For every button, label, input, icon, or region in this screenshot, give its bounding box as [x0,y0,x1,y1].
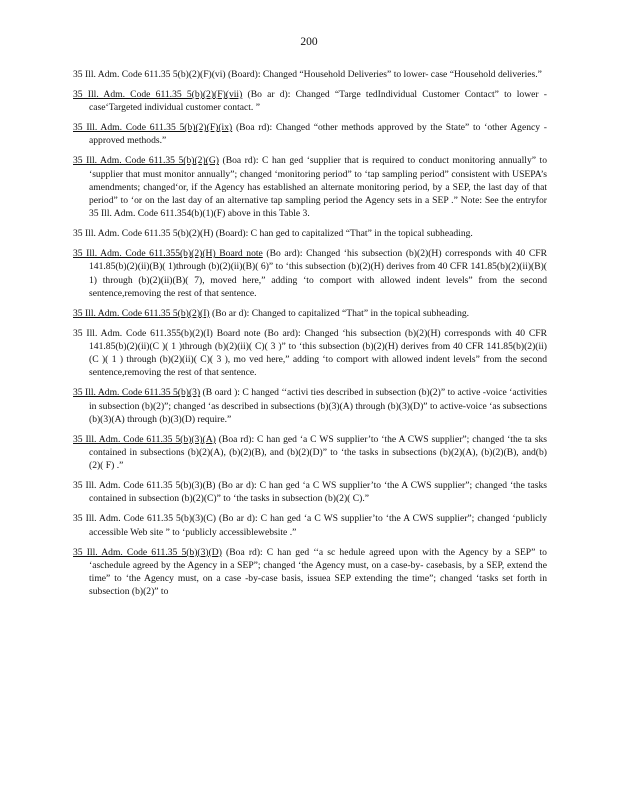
entry-citation: 35 Ill. Adm. Code 611.35 5(b)(3)(C) [73,513,216,525]
entry-citation: 35 Ill. Adm. Code 611.35 5(b)(2)(G) [73,155,219,167]
entry-body: (Boa rd): C han ged ‘‘a sc hedule agreed upon with the Agency by a SEP” to ‘aschedule agreed by the Agency in a SEP”; changed ‘the Agency must, on a case-by- casebasis, by a SEP, extend the time” to ‘the Agency must, on a case -by-case basis, issuea SEP extending the time”; changed ‘tasks set forth in subsection (b)(2)” to [89,546,547,598]
amendment-entry [73,68,547,81]
entry-body: (B oard ): C hanged ‘‘activi ties described in subsection (b)(2)” to active -voice ‘activities in subsection (b)(2)”; changed ‘as described in subsections (b)(3)(A) through (b)(3)(D)” to active-voice ‘as subsections (b)(3)(A) through (b)(3)(D) require.” [89,387,548,425]
entry-body: (Bo ard): Changed ‘his subsection (b)(2)(H) corresponds with 40 CFR 141.85(b)(2)(ii)(C )( 1 )through (b)(2)(ii)( C)( 3 )” to ‘this subsection (b)(2)(H) derives from 40 CFR 141.85(b)(2)(ii)(C )( 1 ) through (b)(2)(ii)( C)( 3 ), mo ved here,” adding ‘to comport with allowed indent levels” from the second sentence,removing the rest of that sentence. [89,327,547,379]
amendment-entry [73,433,547,473]
entry-citation: 35 Ill. Adm. Code 611.35 5(b)(2)(F)(vii) [73,89,243,100]
amendment-entry [73,154,547,220]
entry-citation: 35 Ill. Adm. Code 611.35 5(b)(3)(B) [73,480,216,492]
entry-citation: 35 Ill. Adm. Code 611.35 5(b)(2)(I) [73,307,210,319]
entry-body: (Bo ar d): C han ged ‘a C WS supplier’to ‘the A CWS supplier”; changed ‘the tasks contained in subsection (b)(2)(C)” to ‘the tasks in subsection (b)(2)( C).” [89,480,547,505]
entry-body: (Bo ar d): Changed “Targe tedIndividual Customer Contact” to lower -case‘Targeted individual customer contact. ” [89,89,547,114]
amendment-entry [73,386,547,426]
entry-body: (Bo ar d): C han ged ‘a C WS supplier’to ‘the A CWS supplier”; changed ‘publicly accessible Web site ” to ‘publicly accessiblewebsite .” [89,513,547,538]
amendment-entry [73,121,547,147]
amendment-entry [73,546,547,599]
amendment-entry [73,247,547,300]
entry-body: (Boa rd): C han ged ‘a C WS supplier’to ‘the A CWS supplier”; changed ‘the ta sks contained in subsections (b)(2)(A), (b)(2)(B), and (b)(2)(D)” to ‘the tasks in subsections (b)(2)(A), (b)(2)(B), and(b) (2)( F) .” [89,433,547,472]
entry-body: (Bo ard): Changed ‘his subsection (b)(2)(H) corresponds with 40 CFR 141.85(b)(2)(ii)(B)( 1)through (b)(2)(ii)(B)( 6)” to ‘this subsection (b)(2)(H) derives from 40 CFR 141.85(b)(2)(ii)(B)( 1) through (b)(2)(ii)(B)( 7), moved here,” adding ‘to comport with allowed indent levels” from the second sentence,removing the rest of that sentence. [89,248,547,299]
entry-citation: 35 Ill. Adm. Code 611.35 5(b)(2)(H) [73,228,214,240]
amendment-entries [73,68,547,605]
amendment-entry [73,88,547,114]
entry-citation: 35 Ill. Adm. Code 611.35 5(b)(2)(F)(ix) [73,122,233,134]
entry-body: (Boa rd): Changed “other methods approved by the State” to ‘other Agency -approved methods.” [89,122,548,147]
amendment-entry [73,227,547,240]
entry-body: (Board): Changed “Household Deliveries” to lower- case “Household deliveries.” [225,69,542,80]
entry-body: (Bo ar d): Changed to capitalized “That” in the topical subheading. [209,307,470,319]
entry-citation: 35 Ill. Adm. Code 611.35 5(b)(3)(A) [73,433,216,445]
amendment-entry [73,307,547,320]
entry-body: (Boa rd): C han ged ‘supplier that is required to conduct monitoring annually” to ‘supplier that must monitor annually”; changed ‘monitoring period” to ‘tap sampling period” consistent with USEPA’s amendments; changed‘or, if the Agency has established an alternate monitoring period, by a SEP, the last day of that period” to ‘or on the last day of an alternative tap sampling period the Agency sets in a SEP .” Note: See the entryfor 35 Ill. Adm. Code 611.354(b)(1)(F) above in this Table 3. [89,155,547,220]
entry-citation: 35 Ill. Adm. Code 611.35 5(b)(3)(D) [73,546,222,558]
amendment-entry [73,479,547,505]
entry-citation: 35 Ill. Adm. Code 611.35 5(b)(2)(F)(vi) [73,69,226,80]
entry-citation: 35 Ill. Adm. Code 611.355(b)(2)(I) Board note [73,327,261,339]
entry-body: (Board): C han ged to capitalized “That” in the topical subheading. [213,228,473,240]
amendment-entry [73,327,547,380]
entry-citation: 35 Ill. Adm. Code 611.355(b)(2)(H) Board note [73,248,263,260]
page-number: 200 [300,36,318,48]
entry-citation: 35 Ill. Adm. Code 611.35 5(b)(3) [73,387,201,399]
amendment-entry [73,512,547,538]
